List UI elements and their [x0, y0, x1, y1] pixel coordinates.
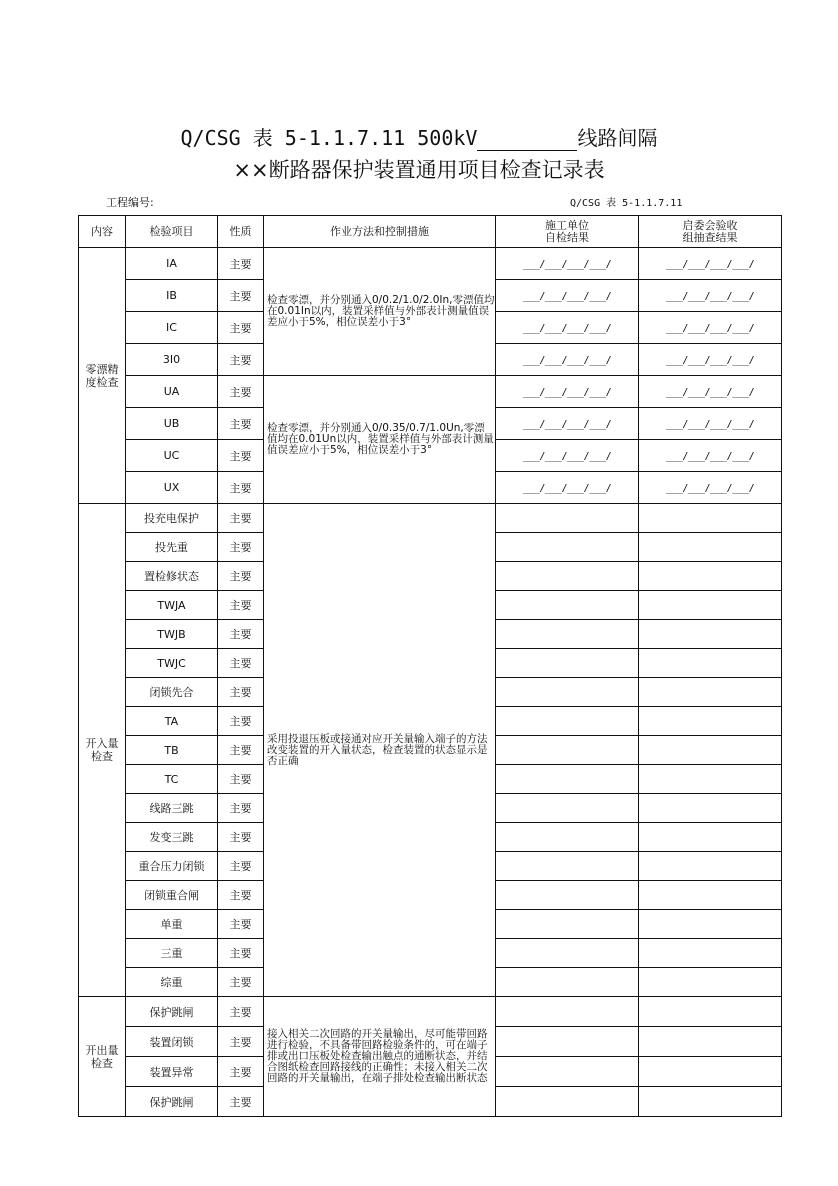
table-row: [79, 376, 782, 408]
contractor-result-cell[interactable]: [496, 968, 639, 997]
item-nature: 主要: [218, 881, 264, 910]
item-nature: 主要: [218, 939, 264, 968]
result-fill-blanks: ___/___/___/___/: [665, 323, 755, 334]
column-header-label: 性质: [229, 224, 252, 238]
committee-result-cell[interactable]: [639, 765, 782, 794]
committee-result-cell[interactable]: [639, 1027, 782, 1057]
table-row: [79, 504, 782, 533]
item-nature: 主要: [218, 707, 264, 736]
committee-result-cell[interactable]: [639, 562, 782, 591]
contractor-result-cell[interactable]: [496, 881, 639, 910]
committee-result-cell[interactable]: [639, 1087, 782, 1117]
column-header-label: 启委会验收 组抽查结果: [682, 218, 738, 244]
item-nature: 主要: [218, 823, 264, 852]
item-name: TWJB: [126, 620, 218, 649]
item-name: IA: [126, 248, 218, 280]
contractor-result-cell[interactable]: [496, 1057, 639, 1087]
item-name: 3I0: [126, 344, 218, 376]
result-fill-blanks: ___/___/___/___/: [522, 355, 612, 366]
item-name: 三重: [126, 939, 218, 968]
committee-result-cell[interactable]: [639, 344, 782, 376]
result-fill-blanks: ___/___/___/___/: [522, 323, 612, 334]
contractor-result-cell[interactable]: [496, 1027, 639, 1057]
column-header: [218, 216, 264, 248]
section-name: 开入量检查: [79, 504, 126, 997]
item-nature: 主要: [218, 968, 264, 997]
method-text: 采用投退压板或接通对应开关量输入端子的方法改变装置的开入量状态，检查装置的状态显示是否正确: [264, 504, 496, 997]
item-name: 闭锁先合: [126, 678, 218, 707]
item-nature: 主要: [218, 1057, 264, 1087]
item-nature: 主要: [218, 440, 264, 472]
contractor-result-cell[interactable]: [496, 707, 639, 736]
item-nature: 主要: [218, 312, 264, 344]
item-nature: 主要: [218, 280, 264, 312]
project-label: 工程编号:: [106, 196, 154, 209]
committee-result-cell[interactable]: [639, 376, 782, 408]
contractor-result-cell[interactable]: [496, 736, 639, 765]
item-name: 装置闭锁: [126, 1027, 218, 1057]
committee-result-cell[interactable]: [639, 591, 782, 620]
title-prefix: Q/CSG 表 5-1.1.7.11 500kV: [180, 126, 478, 150]
result-fill-blanks: ___/___/___/___/: [665, 291, 755, 302]
contractor-result-cell[interactable]: [496, 248, 639, 280]
result-fill-blanks: ___/___/___/___/: [522, 259, 612, 270]
item-name: 发变三跳: [126, 823, 218, 852]
item-name: 综重: [126, 968, 218, 997]
title-blank: [477, 130, 577, 151]
result-fill-blanks: ___/___/___/___/: [665, 483, 755, 494]
contractor-result-cell[interactable]: [496, 852, 639, 881]
item-name: 保护跳闸: [126, 1087, 218, 1117]
table-row: [79, 997, 782, 1027]
contractor-result-cell[interactable]: [496, 504, 639, 533]
committee-result-cell[interactable]: [639, 649, 782, 678]
item-name: TB: [126, 736, 218, 765]
item-nature: 主要: [218, 736, 264, 765]
column-header-label: 检验项目: [149, 224, 194, 238]
item-nature: 主要: [218, 591, 264, 620]
column-header: [126, 216, 218, 248]
item-nature: 主要: [218, 504, 264, 533]
column-header: [496, 216, 639, 248]
item-name: UX: [126, 472, 218, 504]
contractor-result-cell[interactable]: [496, 533, 639, 562]
contractor-result-cell[interactable]: [496, 1087, 639, 1117]
result-fill-blanks: ___/___/___/___/: [522, 419, 612, 430]
contractor-result-cell[interactable]: [496, 344, 639, 376]
item-name: IB: [126, 280, 218, 312]
item-nature: 主要: [218, 852, 264, 881]
contractor-result-cell[interactable]: [496, 376, 639, 408]
result-fill-blanks: ___/___/___/___/: [522, 451, 612, 462]
item-name: UB: [126, 408, 218, 440]
method-text: 接入相关二次回路的开关量输出，尽可能带回路进行检验，不具备带回路检验条件的，可在端子排或出口压板处检查输出触点的通断状态，并结合图纸检查回路接线的正确性；未接入相关二次回路的开关量输出，在端子排处检查输出断状态: [264, 997, 496, 1117]
result-fill-blanks: ___/___/___/___/: [665, 259, 755, 270]
result-fill-blanks: ___/___/___/___/: [522, 387, 612, 398]
committee-result-cell[interactable]: [639, 823, 782, 852]
result-fill-blanks: ___/___/___/___/: [665, 387, 755, 398]
item-nature: 主要: [218, 649, 264, 678]
contractor-result-cell[interactable]: [496, 649, 639, 678]
column-header: [264, 216, 496, 248]
committee-result-cell[interactable]: [639, 997, 782, 1027]
item-nature: 主要: [218, 408, 264, 440]
contractor-result-cell[interactable]: [496, 408, 639, 440]
item-nature: 主要: [218, 794, 264, 823]
committee-result-cell[interactable]: [639, 910, 782, 939]
table-row: [79, 248, 782, 280]
item-nature: 主要: [218, 376, 264, 408]
item-name: IC: [126, 312, 218, 344]
committee-result-cell[interactable]: [639, 939, 782, 968]
contractor-result-cell[interactable]: [496, 910, 639, 939]
column-header-label: 内容: [91, 224, 113, 238]
item-nature: 主要: [218, 533, 264, 562]
item-name: UC: [126, 440, 218, 472]
committee-result-cell[interactable]: [639, 504, 782, 533]
item-nature: 主要: [218, 620, 264, 649]
title-line-1: [0, 122, 838, 151]
contractor-result-cell[interactable]: [496, 620, 639, 649]
contractor-result-cell[interactable]: [496, 591, 639, 620]
committee-result-cell[interactable]: [639, 440, 782, 472]
result-fill-blanks: ___/___/___/___/: [522, 483, 612, 494]
item-name: TWJC: [126, 649, 218, 678]
item-name: 线路三跳: [126, 794, 218, 823]
contractor-result-cell[interactable]: [496, 562, 639, 591]
item-nature: 主要: [218, 472, 264, 504]
committee-result-cell[interactable]: [639, 736, 782, 765]
committee-result-cell[interactable]: [639, 472, 782, 504]
title-line-2: ××断路器保护装置通用项目检查记录表: [233, 158, 605, 182]
column-header: [79, 216, 126, 248]
method-text: 检查零漂，并分别通入0/0.35/0.7/1.0Un,零漂值均在0.01Un以内，装置采样值与外部表计测量值误差应小于5%，相位误差小于3°: [264, 376, 496, 504]
item-name: 保护跳闸: [126, 997, 218, 1027]
result-fill-blanks: ___/___/___/___/: [522, 291, 612, 302]
item-nature: 主要: [218, 997, 264, 1027]
committee-result-cell[interactable]: [639, 881, 782, 910]
item-name: TA: [126, 707, 218, 736]
item-nature: 主要: [218, 1027, 264, 1057]
item-name: 闭锁重合闸: [126, 881, 218, 910]
inspection-table: [78, 215, 782, 1117]
result-fill-blanks: ___/___/___/___/: [665, 355, 755, 366]
committee-result-cell[interactable]: [639, 1057, 782, 1087]
item-name: 投充电保护: [126, 504, 218, 533]
committee-result-cell[interactable]: [639, 312, 782, 344]
result-fill-blanks: ___/___/___/___/: [665, 419, 755, 430]
contractor-result-cell[interactable]: [496, 794, 639, 823]
contractor-result-cell[interactable]: [496, 280, 639, 312]
committee-result-cell[interactable]: [639, 280, 782, 312]
item-name: 置检修状态: [126, 562, 218, 591]
form-code: Q/CSG 表 5-1.1.7.11: [570, 198, 683, 209]
committee-result-cell[interactable]: [639, 248, 782, 280]
item-name: 投先重: [126, 533, 218, 562]
item-nature: 主要: [218, 678, 264, 707]
contractor-result-cell[interactable]: [496, 997, 639, 1027]
committee-result-cell[interactable]: [639, 852, 782, 881]
column-header-label: 作业方法和控制措施: [330, 224, 429, 238]
item-nature: 主要: [218, 910, 264, 939]
item-name: TWJA: [126, 591, 218, 620]
method-text: 检查零漂，并分别通入0/0.2/1.0/2.0In,零漂值均在0.01In以内，装置采样值与外部表计测量值误差应小于5%，相位误差小于3°: [264, 248, 496, 376]
committee-result-cell[interactable]: [639, 620, 782, 649]
item-nature: 主要: [218, 344, 264, 376]
contractor-result-cell[interactable]: [496, 939, 639, 968]
item-name: 装置异常: [126, 1057, 218, 1087]
committee-result-cell[interactable]: [639, 533, 782, 562]
committee-result-cell[interactable]: [639, 707, 782, 736]
item-nature: 主要: [218, 562, 264, 591]
committee-result-cell[interactable]: [639, 968, 782, 997]
contractor-result-cell[interactable]: [496, 312, 639, 344]
item-name: 单重: [126, 910, 218, 939]
item-nature: 主要: [218, 765, 264, 794]
title-suffix: 线路间隔: [577, 126, 658, 150]
committee-result-cell[interactable]: [639, 408, 782, 440]
committee-result-cell[interactable]: [639, 794, 782, 823]
section-name: 开出量检查: [79, 997, 126, 1117]
contractor-result-cell[interactable]: [496, 765, 639, 794]
contractor-result-cell[interactable]: [496, 823, 639, 852]
column-header-label: 施工单位 自检结果: [545, 218, 589, 244]
committee-result-cell[interactable]: [639, 678, 782, 707]
item-name: TC: [126, 765, 218, 794]
item-name: 重合压力闭锁: [126, 852, 218, 881]
contractor-result-cell[interactable]: [496, 678, 639, 707]
contractor-result-cell[interactable]: [496, 472, 639, 504]
contractor-result-cell[interactable]: [496, 440, 639, 472]
section-name: 零漂精度检查: [79, 248, 126, 504]
result-fill-blanks: ___/___/___/___/: [665, 451, 755, 462]
column-header: [639, 216, 782, 248]
header-row: [79, 216, 782, 248]
item-nature: 主要: [218, 248, 264, 280]
item-nature: 主要: [218, 1087, 264, 1117]
item-name: UA: [126, 376, 218, 408]
